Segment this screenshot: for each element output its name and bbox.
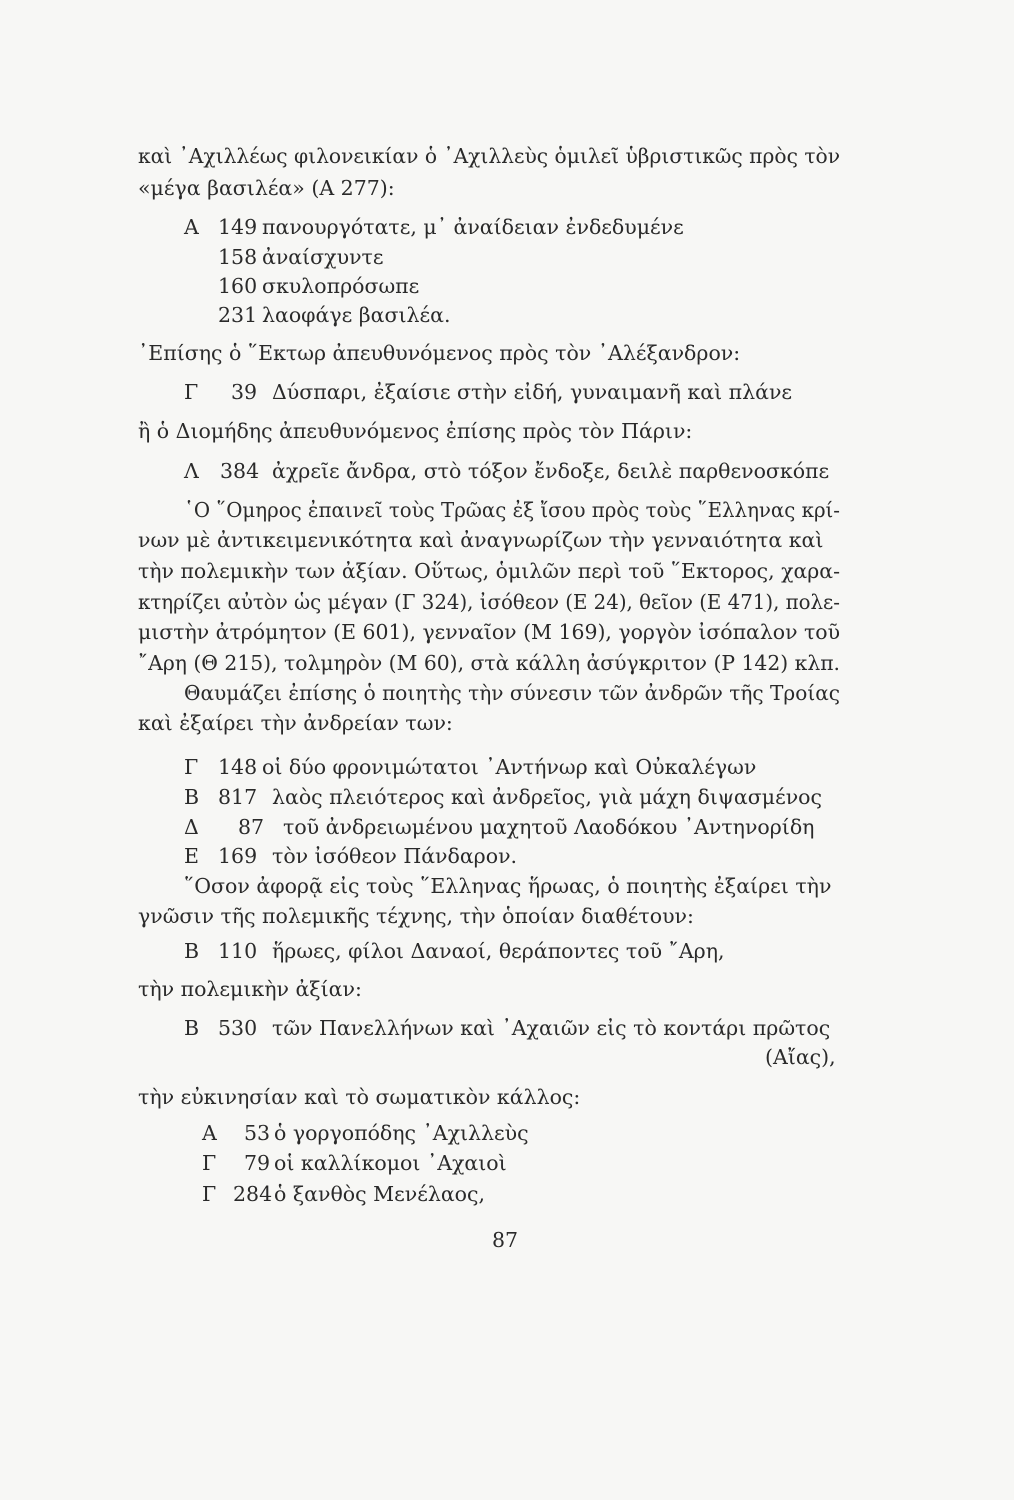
- quote-text: οἱ καλλίκομοι ᾿Αχαιοὶ: [274, 1151, 507, 1175]
- verse-number: 817: [218, 785, 258, 809]
- verse-number: 79: [244, 1151, 271, 1175]
- quote-text: σκυλοπρόσωπε: [262, 274, 420, 298]
- quote-continuation: (Αἴας),: [765, 1045, 836, 1069]
- text-line: γνῶσιν τῆς πολεμικῆς τέχνης, τὴν ὁποίαν διαθέτουν:: [138, 904, 694, 928]
- book-letter: Λ: [184, 459, 199, 483]
- text-line: Θαυμάζει ἐπίσης ὁ ποιητὴς τὴν σύνεσιν τῶν ἀνδρῶν τῆς Τροίας: [184, 681, 841, 705]
- text-line: τὴν πολεμικὴν των ἀξίαν. Οὕτως, ὁμιλῶν περὶ τοῦ ῞Εκτορος, χαρα-: [138, 559, 840, 583]
- book-letter: Β: [184, 939, 200, 963]
- page-number: 87: [492, 1228, 519, 1252]
- text-line: ἢ ὁ Διομήδης ἀπευθυνόμενος ἐπίσης πρὸς τὸν Πάριν:: [138, 419, 693, 443]
- book-letter: Γ: [202, 1151, 217, 1175]
- book-letter: Α: [202, 1121, 217, 1145]
- book-letter: Γ: [184, 755, 199, 779]
- text-line: κτηρίζει αὐτὸν ὡς μέγαν (Γ 324), ἰσόθεον (Ε 24), θεῖον (Ε 471), πολε-: [138, 590, 840, 614]
- book-letter: Β: [184, 785, 200, 809]
- book-letter: Ε: [184, 844, 199, 868]
- verse-number: 231: [218, 303, 258, 327]
- verse-number: 148: [218, 755, 258, 779]
- text-line: τὴν πολεμικὴν ἀξίαν:: [138, 977, 362, 1001]
- verse-number: 53: [244, 1121, 271, 1145]
- text-line: ῾Ο ῞Ομηρος ἐπαινεῖ τοὺς Τρῶας ἐξ ἴσου πρὸς τοὺς ῞Ελληνας κρί-: [184, 498, 840, 522]
- text-line: τὴν εὐκινησίαν καὶ τὸ σωματικὸν κάλλος:: [138, 1085, 581, 1109]
- verse-number: 160: [218, 274, 258, 298]
- verse-number: 110: [218, 939, 258, 963]
- quote-text: τὸν ἰσόθεον Πάνδαρον.: [272, 844, 518, 868]
- quote-text: ἀχρεῖε ἄνδρα, στὸ τόξον ἔνδοξε, δειλὲ παρθενοσκόπε: [272, 459, 830, 483]
- quote-text: λαοφάγε βασιλέα.: [262, 303, 451, 327]
- verse-number: 384: [220, 459, 260, 483]
- text-line: ᾿Επίσης ὁ ῞Εκτωρ ἀπευθυνόμενος πρὸς τὸν ᾿Αλέξανδρον:: [138, 341, 741, 365]
- quote-text: Δύσπαρι, ἐξαίσιε στὴν εἰδή, γυναιμανῆ καὶ πλάνε: [272, 380, 793, 404]
- text-line: «μέγα βασιλέα» (Α 277):: [138, 176, 395, 200]
- verse-number: 169: [218, 844, 258, 868]
- verse-number: 530: [218, 1016, 258, 1040]
- text-line: ῞Οσον ἀφορᾷ εἰς τοὺς ῞Ελληνας ἥρωας, ὁ ποιητὴς ἐξαίρει τὴν: [184, 874, 832, 898]
- verse-number: 149: [218, 215, 258, 239]
- verse-number: 39: [231, 380, 258, 404]
- quote-text: τῶν Πανελλήνων καὶ ᾿Αχαιῶν εἰς τὸ κοντάρι πρῶτος: [272, 1016, 831, 1040]
- quote-text: ἥρωες, φίλοι Δαναοί, θεράποντες τοῦ ῎Αρη,: [272, 939, 725, 963]
- quote-text: οἱ δύο φρονιμώτατοι ᾿Αντήνωρ καὶ Οὐκαλέγων: [262, 755, 757, 779]
- text-line: καὶ ᾿Αχιλλέως φιλονεικίαν ὁ ᾿Αχιλλεὺς ὁμιλεῖ ὑβριστικῶς πρὸς τὸν: [138, 144, 841, 168]
- book-letter: Γ: [202, 1182, 217, 1206]
- text-line: νων μὲ ἀντικειμενικότητα καὶ ἀναγνωρίζων τὴν γενναιότητα καὶ: [138, 528, 824, 552]
- book-letter: Δ: [184, 815, 199, 839]
- quote-text: ὁ γοργοπόδης ᾿Αχιλλεὺς: [274, 1121, 529, 1145]
- text-line: ῎Αρη (Θ 215), τολμηρὸν (Μ 60), στὰ κάλλη ἀσύγκριτον (Ρ 142) κλπ.: [138, 651, 840, 675]
- text-line: μιστὴν ἀτρόμητον (Ε 601), γενναῖον (Μ 169), γοργὸν ἰσόπαλον τοῦ: [138, 620, 841, 644]
- verse-number: 158: [218, 245, 258, 269]
- quote-text: τοῦ ἀνδρειωμένου μαχητοῦ Λαοδόκου ᾿Αντηνορίδη: [283, 815, 815, 839]
- book-letter: Γ: [184, 380, 199, 404]
- verse-number: 87: [238, 815, 265, 839]
- book-letter: Α: [184, 215, 199, 239]
- quote-text: ἀναίσχυντε: [262, 245, 384, 269]
- quote-text: λαὸς πλειότερος καὶ ἀνδρεῖος, γιὰ μάχη διψασμένος: [272, 785, 822, 809]
- quote-text: ὁ ξανθὸς Μενέλαος,: [274, 1182, 486, 1206]
- book-letter: Β: [184, 1016, 200, 1040]
- verse-number: 284: [233, 1182, 273, 1206]
- text-line: καὶ ἐξαίρει τὴν ἀνδρείαν των:: [138, 711, 453, 735]
- quote-text: πανουργότατε, μ᾿ ἀναίδειαν ἐνδεδυμένε: [262, 215, 684, 239]
